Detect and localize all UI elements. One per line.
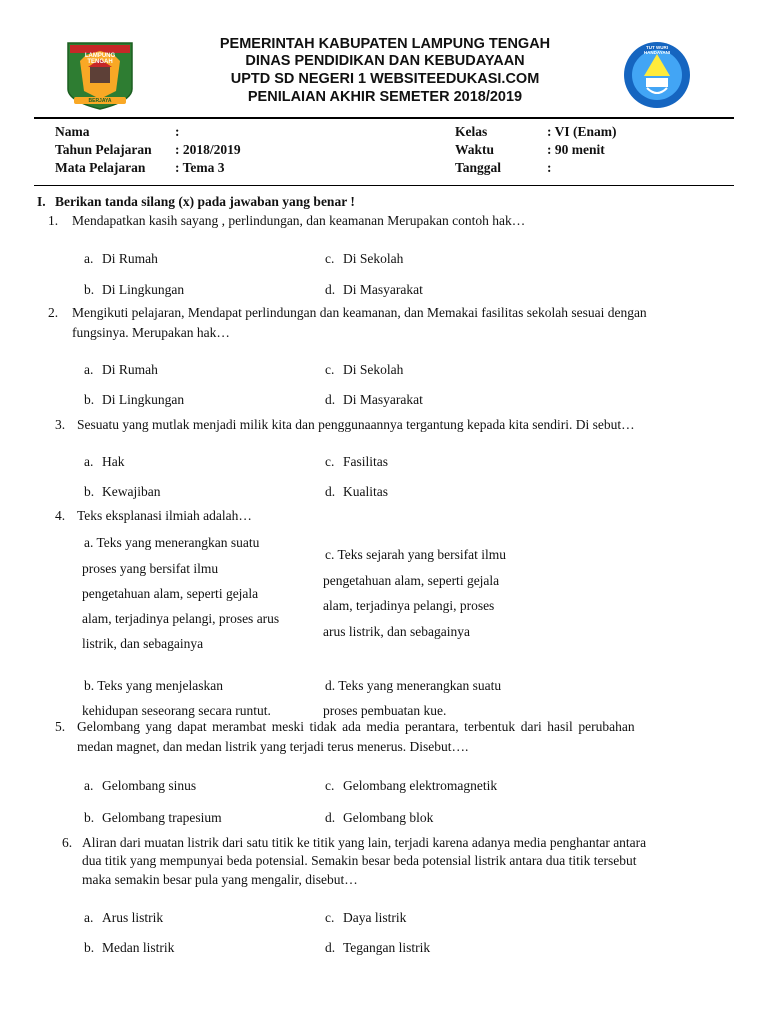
q4-option-a-line4: alam, terjadinya pelangi, proses arus (82, 611, 280, 626)
info-label-waktu: Waktu (455, 142, 495, 157)
q6-option-d: Tegangan listrik (343, 940, 431, 955)
regency-emblem (66, 41, 134, 111)
q5-option-a-letter: a. (84, 778, 94, 793)
q3-option-c-letter: c. (325, 454, 335, 469)
q5-option-a: Gelombang sinus (102, 778, 197, 793)
q2-option-c: Di Sekolah (343, 362, 404, 377)
q2-option-d-letter: d. (325, 392, 336, 407)
info-label-mapel: Mata Pelajaran (55, 160, 146, 175)
q1-option-a-letter: a. (84, 251, 94, 266)
section-title: Berikan tanda silang (x) pada jawaban yang benar ! (55, 194, 355, 209)
q6-number: 6. (62, 835, 73, 850)
emblem-bottom-text: BERJAYA (88, 98, 112, 104)
q4-option-a-line3: pengetahuan alam, seperti gejala (82, 586, 259, 601)
q3-number: 3. (55, 417, 66, 432)
header-agency: DINAS PENDIDIKAN DAN KEBUDAYAAN (245, 53, 525, 69)
tut-wuri-handayani-logo (622, 40, 692, 110)
q6-option-d-letter: d. (325, 940, 336, 955)
q5-option-c: Gelombang elektromagnetik (343, 778, 498, 793)
q5-text-line1: Gelombang yang dapat merambat meski tidak ada media perantara, terbentuk dari hasil perubahan (77, 719, 635, 734)
q4-option-c-line1: c. Teks sejarah yang bersifat ilmu (325, 547, 506, 562)
q5-option-c-letter: c. (325, 778, 335, 793)
q5-option-b-letter: b. (84, 810, 95, 825)
q4-option-d-line2: proses pembuatan kue. (323, 703, 447, 718)
q3-option-d: Kualitas (343, 484, 388, 499)
q6-text-line1: Aliran dari muatan listrik dari satu titik ke titik yang lain, terjadi karena adanya media penghantar antara (82, 835, 647, 850)
q5-number: 5. (55, 719, 66, 734)
q4-text: Teks eksplanasi ilmiah adalah… (77, 508, 252, 523)
q3-option-c: Fasilitas (343, 454, 389, 469)
info-label-kelas: Kelas (455, 124, 488, 139)
q2-option-b-letter: b. (84, 392, 95, 407)
q6-option-a-letter: a. (84, 910, 94, 925)
info-value-kelas: : VI (Enam) (547, 124, 617, 139)
q2-option-c-letter: c. (325, 362, 335, 377)
q2-option-a-letter: a. (84, 362, 94, 377)
q1-option-a: Di Rumah (102, 251, 158, 266)
q1-text: Mendapatkan kasih sayang , perlindungan, dan keamanan Merupakan contoh hak… (72, 213, 526, 228)
q1-option-b: Di Lingkungan (102, 282, 185, 297)
q5-option-d: Gelombang blok (343, 810, 434, 825)
q6-option-c-letter: c. (325, 910, 335, 925)
q6-option-b-letter: b. (84, 940, 95, 955)
q1-option-c-letter: c. (325, 251, 335, 266)
q2-option-a: Di Rumah (102, 362, 158, 377)
q4-option-d-line1: d. Teks yang menerangkan suatu (325, 678, 502, 693)
q3-option-a: Hak (102, 454, 125, 469)
q6-option-b: Medan listrik (102, 940, 175, 955)
info-value-waktu: : 90 menit (547, 142, 605, 157)
q6-option-c: Daya listrik (343, 910, 407, 925)
q4-option-c-line4: arus listrik, dan sebagainya (323, 624, 470, 639)
section-number: I. (37, 194, 46, 209)
header-school: UPTD SD NEGERI 1 WEBSITEEDUKASI.COM (230, 71, 540, 87)
q3-option-d-letter: d. (325, 484, 336, 499)
q4-option-a-line2: proses yang bersifat ilmu (82, 561, 219, 576)
q2-text-line1: Mengikuti pelajaran, Mendapat perlindungan dan keamanan, dan Memakai fasilitas sekolah sesuai dengan (72, 305, 647, 320)
q4-option-b-line2: kehidupan seseorang secara runtut. (82, 703, 271, 718)
q6-text-line3: maka semakin besar pula yang mengalir, disebut… (82, 872, 358, 887)
q1-number: 1. (48, 213, 59, 228)
q5-option-d-letter: d. (325, 810, 336, 825)
header-exam: PENILAIAN AKHIR SEMETER 2018/2019 (247, 89, 523, 105)
info-label-tanggal: Tanggal (455, 160, 502, 175)
q4-option-b-line1: b. Teks yang menjelaskan (84, 678, 224, 693)
header-government: PEMERINTAH KABUPATEN LAMPUNG TENGAH (219, 36, 551, 52)
header-divider-thin (34, 185, 734, 186)
q1-option-d-letter: d. (325, 282, 336, 297)
q3-option-b-letter: b. (84, 484, 95, 499)
q6-option-a: Arus listrik (102, 910, 164, 925)
q3-option-b: Kewajiban (102, 484, 161, 499)
q4-option-c-line3: alam, terjadinya pelangi, proses (323, 598, 495, 613)
q4-option-c-line2: pengetahuan alam, seperti gejala (323, 573, 500, 588)
logo-motto-text: TUT WURI HANDAYANI (643, 45, 671, 55)
info-label-tahun: Tahun Pelajaran (55, 142, 152, 157)
q5-text-line2: medan magnet, dan medan listrik yang terjadi terus menerus. Disebut…. (77, 739, 469, 754)
q3-text: Sesuatu yang mutlak menjadi milik kita dan penggunaannya tergantung kepada kita sendiri. Di sebut… (77, 417, 635, 432)
info-label-nama: Nama (55, 124, 90, 139)
q2-option-d: Di Masyarakat (343, 392, 423, 407)
q1-option-d: Di Masyarakat (343, 282, 423, 297)
emblem-top-text: LAMPUNG TENGAH (84, 53, 116, 65)
q4-option-a-line1: a. Teks yang menerangkan suatu (84, 535, 260, 550)
info-value-nama: : (175, 124, 180, 139)
q3-option-a-letter: a. (84, 454, 94, 469)
q6-text-line2: dua titik yang mempunyai beda potensial. Semakin besar beda potensial listrik antara dua titik tersebut (82, 853, 637, 868)
q1-option-b-letter: b. (84, 282, 95, 297)
q4-number: 4. (55, 508, 66, 523)
q5-option-b: Gelombang trapesium (102, 810, 222, 825)
q2-option-b: Di Lingkungan (102, 392, 185, 407)
q1-option-c: Di Sekolah (343, 251, 404, 266)
info-value-tahun: : 2018/2019 (175, 142, 241, 157)
q2-number: 2. (48, 305, 59, 320)
header-divider-thick (34, 117, 734, 119)
info-value-mapel: : Tema 3 (175, 160, 225, 175)
info-value-tanggal: : (547, 160, 552, 175)
q4-option-a-line5: listrik, dan sebagainya (82, 636, 204, 651)
q2-text-line2: fungsinya. Merupakan hak… (72, 325, 230, 340)
